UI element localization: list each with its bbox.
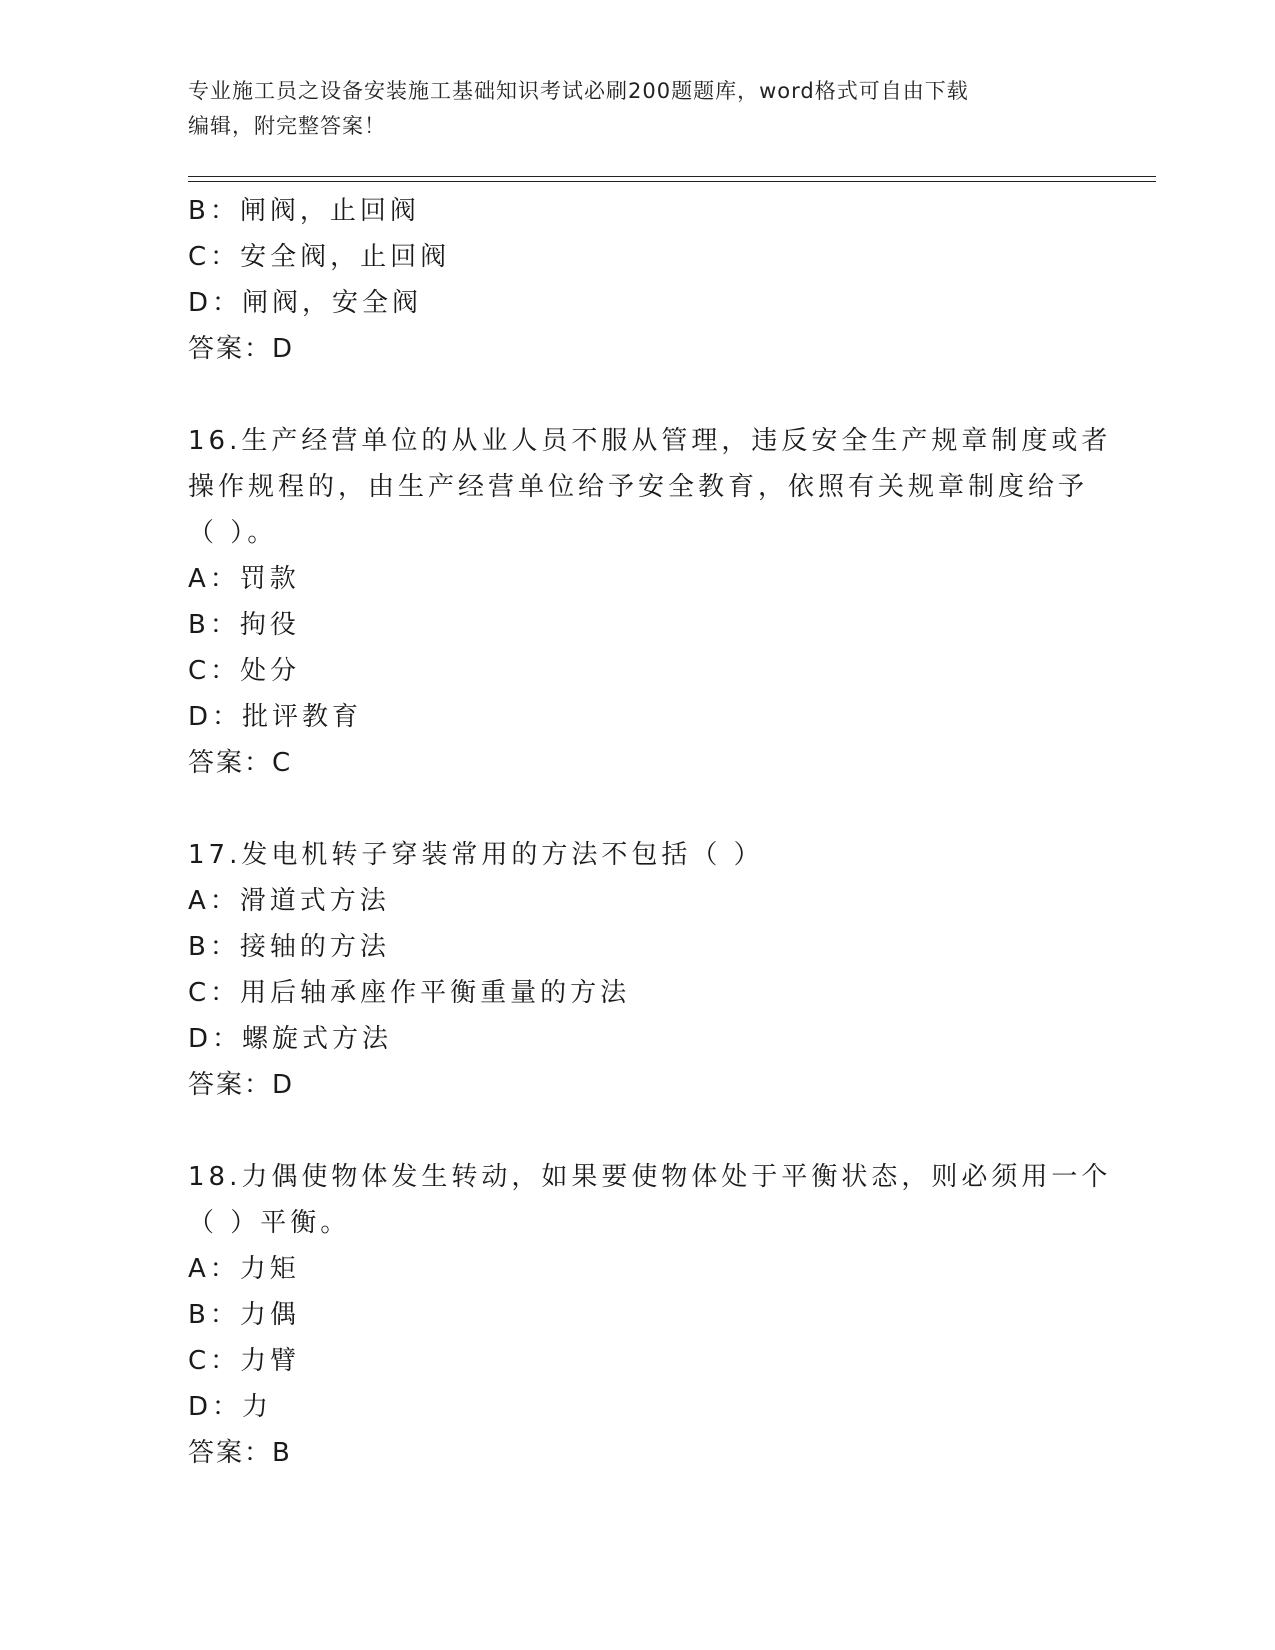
question-stem xyxy=(188,1154,1112,1246)
answer-line: 答案：C xyxy=(188,748,293,778)
answer-line: 答案：D xyxy=(188,334,295,364)
header-line-2: 编辑，附完整答案！ xyxy=(188,114,386,138)
prev-question-block xyxy=(188,188,1088,372)
option-b: B：接轴的方法 xyxy=(188,932,390,962)
option-a: A：力矩 xyxy=(188,1254,300,1284)
question-16-block xyxy=(188,418,1112,786)
option-c: C：处分 xyxy=(188,656,301,686)
question-stem-line: 操作规程的，由生产经营单位给予安全教育，依照有关规章制度给予 xyxy=(188,472,1089,502)
option-c: C：安全阀，止回阀 xyxy=(188,242,451,272)
question-stem-line: 17.发电机转子穿装常用的方法不包括（ ） xyxy=(188,840,764,870)
option-d: D：螺旋式方法 xyxy=(188,1024,393,1054)
question-stem-line: （ ）平衡。 xyxy=(188,1208,351,1238)
question-stem-line: 18.力偶使物体发生转动，如果要使物体处于平衡状态，则必须用一个 xyxy=(188,1162,1112,1192)
question-stem-line: （ ）。 xyxy=(188,518,278,548)
spacer xyxy=(188,786,1088,832)
question-stem-line: 16.生产经营单位的从业人员不服从管理，违反安全生产规章制度或者 xyxy=(188,426,1112,456)
option-d: D：闸阀，安全阀 xyxy=(188,288,423,318)
header-divider-bottom xyxy=(188,181,1156,182)
answer-line: 答案：D xyxy=(188,1070,295,1100)
header-divider-top xyxy=(188,176,1156,177)
option-a: A：罚款 xyxy=(188,564,300,594)
option-c: C：力臂 xyxy=(188,1346,301,1376)
question-content xyxy=(188,188,1112,1476)
spacer xyxy=(188,1108,1088,1154)
question-stem xyxy=(188,832,1088,878)
question-17-block xyxy=(188,832,1088,1108)
option-a: A：滑道式方法 xyxy=(188,886,390,916)
option-c: C：用后轴承座作平衡重量的方法 xyxy=(188,978,631,1008)
header-line-1: 专业施工员之设备安装施工基础知识考试必刷200题题库，word格式可自由下载 xyxy=(188,79,969,103)
question-stem xyxy=(188,418,1112,556)
option-d: D：批评教育 xyxy=(188,702,363,732)
option-b: B：拘役 xyxy=(188,610,300,640)
spacer xyxy=(188,372,1088,418)
document-header xyxy=(188,74,1088,144)
option-b: B：闸阀，止回阀 xyxy=(188,196,420,226)
answer-line: 答案：B xyxy=(188,1438,292,1468)
question-18-block xyxy=(188,1154,1112,1476)
option-d: D：力 xyxy=(188,1392,273,1422)
option-b: B：力偶 xyxy=(188,1300,300,1330)
